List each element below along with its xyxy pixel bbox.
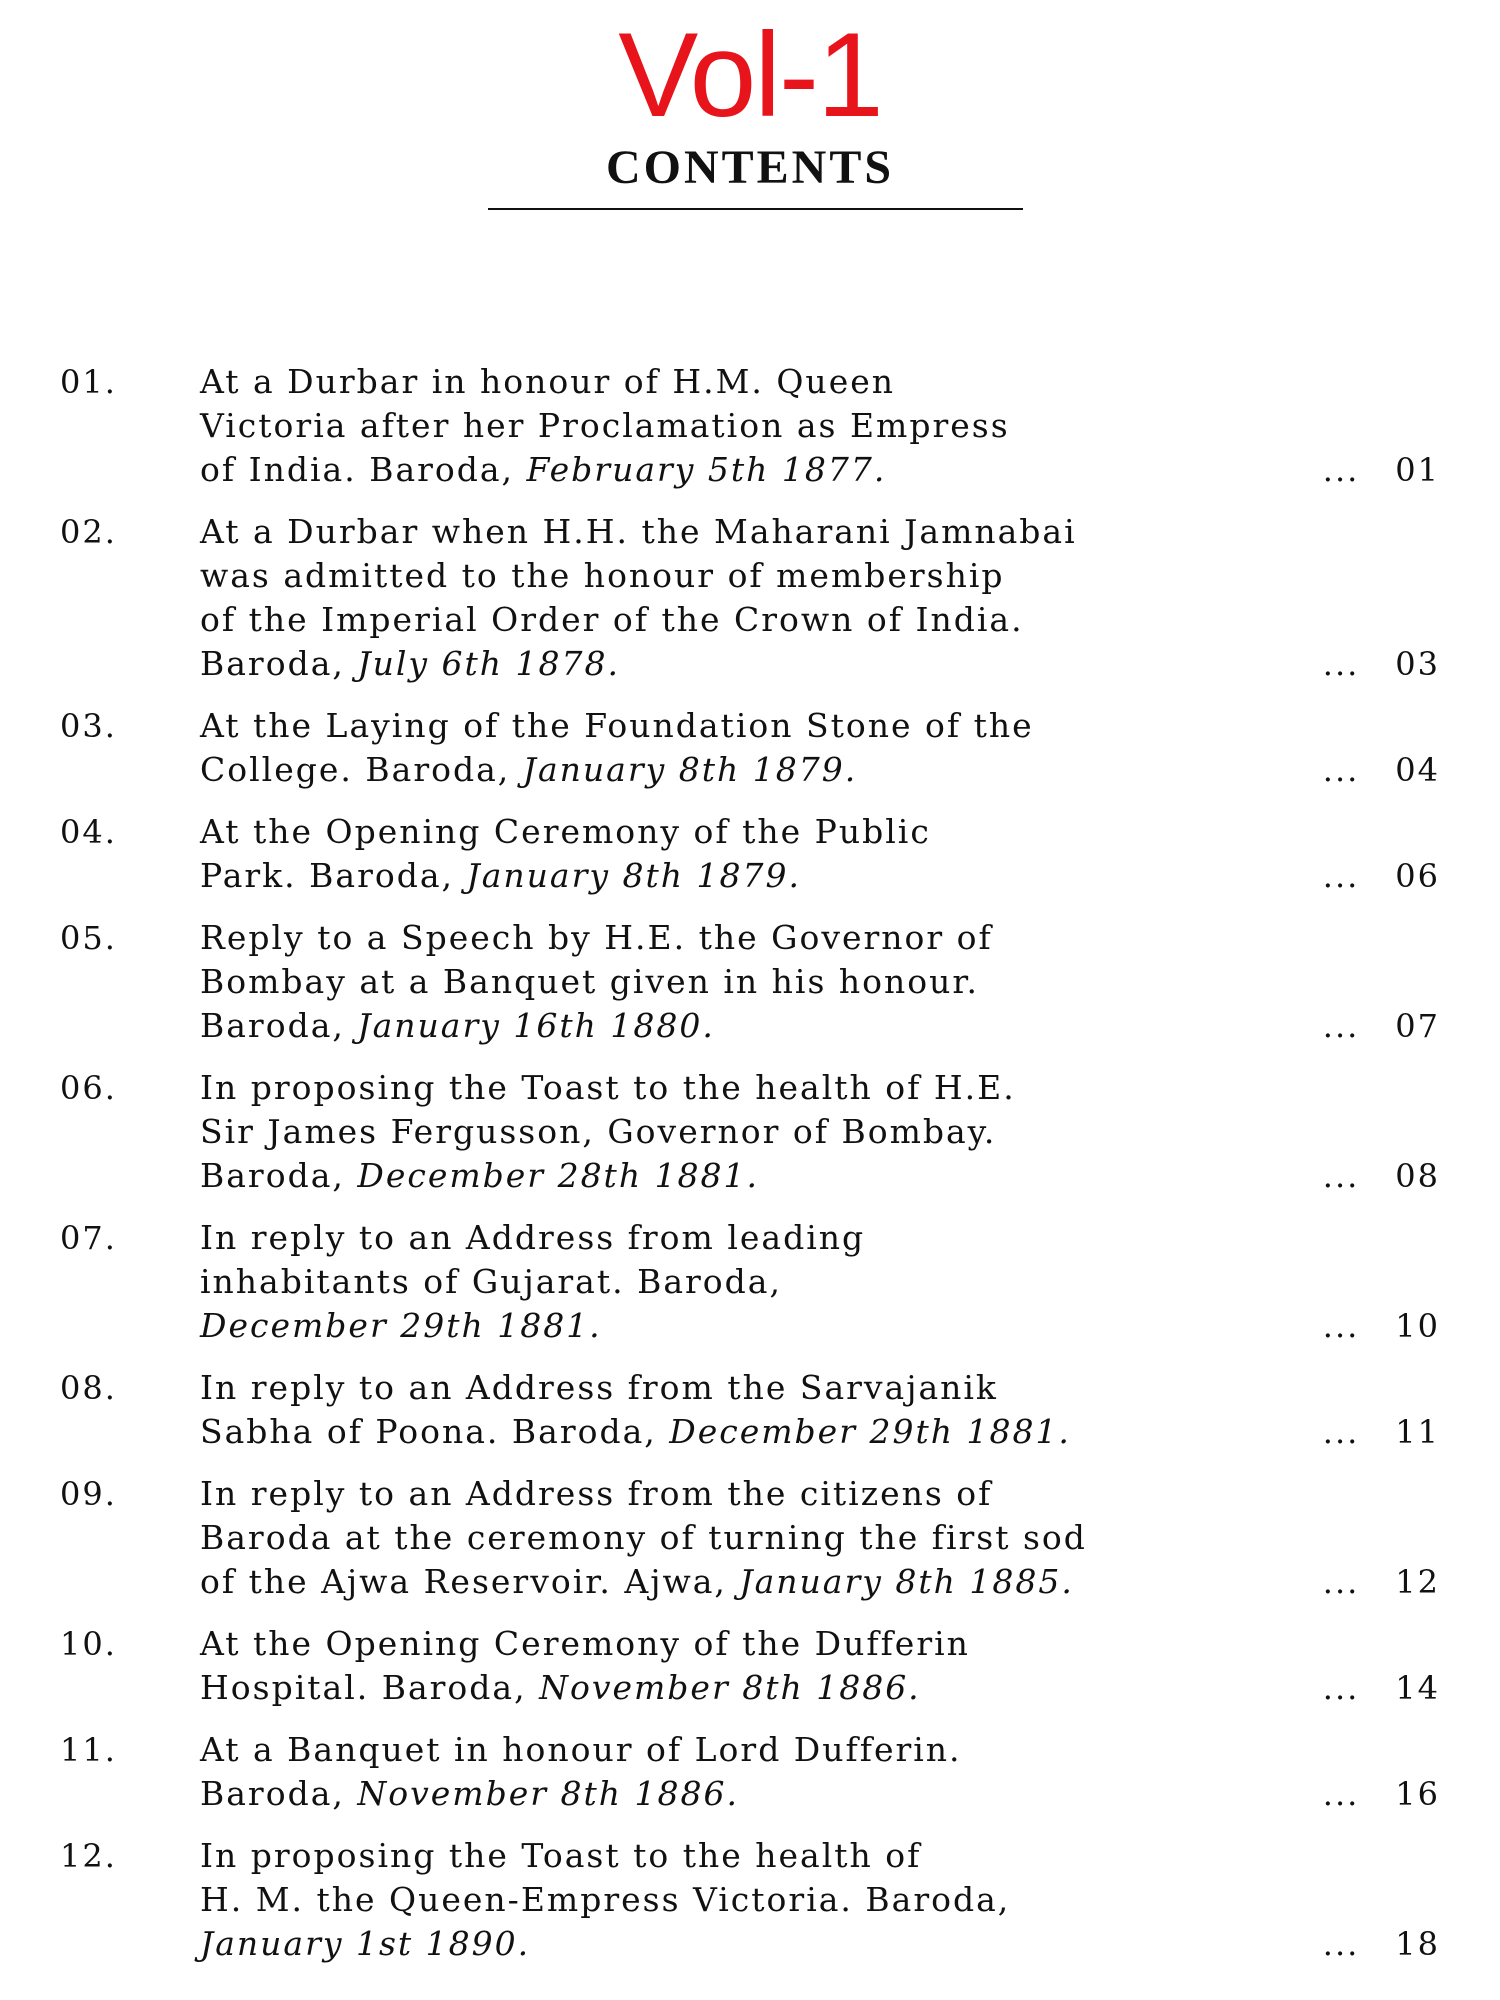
entry-date: January 8th 1885. — [739, 1562, 1074, 1601]
page-number: 16 — [1395, 1775, 1440, 1813]
entry-title-text: Bombay at a Banquet given in his honour. — [200, 962, 980, 1001]
entry-title-text: Baroda, — [200, 1774, 358, 1813]
entry-title-text: College. Baroda, — [200, 750, 523, 789]
entry-number: 04. — [60, 813, 117, 851]
entry-title-line — [200, 448, 1290, 492]
toc-entry[interactable] — [0, 510, 1500, 686]
page-number: 03 — [1395, 645, 1440, 683]
entry-title-text: In reply to an Address from the Sarvajanik — [200, 1368, 998, 1407]
leader-dots: ... — [1322, 1413, 1360, 1451]
leader-dots: ... — [1322, 751, 1360, 789]
entry-title — [200, 360, 1290, 492]
page-number: 11 — [1395, 1413, 1440, 1451]
page-number: 07 — [1395, 1007, 1440, 1045]
page-number: 01 — [1395, 451, 1440, 489]
entry-title-text: In proposing the Toast to the health of H.E. — [200, 1068, 1016, 1107]
entry-title-line — [200, 404, 1290, 448]
entry-title-line — [200, 1110, 1290, 1154]
volume-label: Vol-1 — [618, 8, 882, 142]
toc-entry[interactable] — [0, 1834, 1500, 1966]
page-number: 18 — [1395, 1925, 1440, 1963]
entry-title — [200, 1834, 1290, 1966]
entry-title-text: At the Opening Ceremony of the Dufferin — [200, 1624, 970, 1663]
leader-dots: ... — [1322, 857, 1360, 895]
entry-page-ref — [1323, 1922, 1440, 1966]
toc-entry[interactable] — [0, 360, 1500, 492]
entry-title-text: Victoria after her Proclamation as Empress — [200, 406, 1010, 445]
entry-title-line — [200, 1834, 1290, 1878]
entry-page-ref — [1323, 1772, 1440, 1816]
entry-title-line — [200, 1922, 1290, 1966]
entry-title-line — [200, 1878, 1290, 1922]
toc-entry[interactable] — [0, 1366, 1500, 1454]
toc-entry[interactable] — [0, 916, 1500, 1048]
leader-dots: ... — [1322, 451, 1360, 489]
entry-title — [200, 810, 1290, 898]
entry-title-text: was admitted to the honour of membership — [200, 556, 1005, 595]
entry-title-line — [200, 1472, 1290, 1516]
entry-page-ref — [1323, 1410, 1440, 1454]
entry-page-ref — [1323, 748, 1440, 792]
entry-number: 02. — [60, 513, 117, 551]
page-number: 04 — [1395, 751, 1440, 789]
toc-entry[interactable] — [0, 1622, 1500, 1710]
entry-title-text: of the Ajwa Reservoir. Ajwa, — [200, 1562, 740, 1601]
entry-page-ref — [1323, 448, 1440, 492]
entry-number: 06. — [60, 1069, 117, 1107]
toc-entry[interactable] — [0, 1728, 1500, 1816]
entry-title-line — [200, 554, 1290, 598]
entry-number: 08. — [60, 1369, 117, 1407]
entry-title — [200, 916, 1290, 1048]
entry-number: 07. — [60, 1219, 117, 1257]
entry-title-text: At the Opening Ceremony of the Public — [200, 812, 931, 851]
entry-number: 09. — [60, 1475, 117, 1513]
entry-number: 05. — [60, 919, 117, 957]
entry-number: 03. — [60, 707, 117, 745]
entry-date: January 8th 1879. — [522, 750, 858, 789]
page-number: 12 — [1395, 1563, 1440, 1601]
entry-title — [200, 1066, 1290, 1198]
toc-entry[interactable] — [0, 1066, 1500, 1198]
leader-dots: ... — [1322, 1669, 1360, 1707]
entry-title-line — [200, 1516, 1290, 1560]
entry-title-text: inhabitants of Gujarat. Baroda, — [200, 1262, 782, 1301]
entry-number: 10. — [60, 1625, 117, 1663]
title-underline — [488, 208, 1023, 210]
entry-title — [200, 1728, 1290, 1816]
entry-title-line — [200, 1066, 1290, 1110]
entry-title-line — [200, 854, 1290, 898]
entry-page-ref — [1323, 1560, 1440, 1604]
entry-page-ref — [1323, 854, 1440, 898]
entry-title-line — [200, 1304, 1290, 1348]
entry-number: 01. — [60, 363, 117, 401]
entry-title-line — [200, 360, 1290, 404]
entry-title-text: At a Banquet in honour of Lord Dufferin. — [200, 1730, 962, 1769]
entry-date: November 8th 1886. — [539, 1668, 921, 1707]
entry-title-text: Park. Baroda, — [200, 856, 467, 895]
entry-title — [200, 1472, 1290, 1604]
entry-title — [200, 704, 1290, 792]
page-title: CONTENTS — [605, 141, 895, 194]
entry-title-text: At the Laying of the Foundation Stone of the — [200, 706, 1034, 745]
entry-date: January 1st 1890. — [200, 1924, 531, 1963]
entry-title-line — [200, 1004, 1290, 1048]
entry-title-text: At a Durbar in honour of H.M. Queen — [200, 362, 896, 401]
entry-title-line — [200, 510, 1290, 554]
entry-title — [200, 1216, 1290, 1348]
entry-title-line — [200, 748, 1290, 792]
leader-dots: ... — [1322, 1775, 1360, 1813]
entry-title-text: In proposing the Toast to the health of — [200, 1836, 922, 1875]
entry-title — [200, 510, 1290, 686]
entry-title-line — [200, 1622, 1290, 1666]
entry-title-text: Sabha of Poona. Baroda, — [200, 1412, 670, 1451]
leader-dots: ... — [1322, 1925, 1360, 1963]
entry-page-ref — [1323, 1304, 1440, 1348]
entry-title-text: At a Durbar when H.H. the Maharani Jamnabai — [200, 512, 1077, 551]
entry-title-line — [200, 1366, 1290, 1410]
page-number: 06 — [1395, 857, 1440, 895]
entry-date: January 16th 1880. — [357, 1006, 715, 1045]
entry-title-text: Baroda, — [200, 644, 358, 683]
entry-number: 11. — [60, 1731, 117, 1769]
entry-title-line — [200, 810, 1290, 854]
leader-dots: ... — [1322, 1307, 1360, 1345]
entry-page-ref — [1323, 1004, 1440, 1048]
entry-title-text: Hospital. Baroda, — [200, 1668, 540, 1707]
entry-title-line — [200, 642, 1290, 686]
entry-title-text: Sir James Fergusson, Governor of Bombay. — [200, 1112, 997, 1151]
entry-date: November 8th 1886. — [357, 1774, 739, 1813]
entry-title — [200, 1366, 1290, 1454]
entry-page-ref — [1323, 1154, 1440, 1198]
entry-page-ref — [1323, 1666, 1440, 1710]
toc-entry[interactable] — [0, 1216, 1500, 1348]
page-number: 08 — [1395, 1157, 1440, 1195]
entry-title-line — [200, 960, 1290, 1004]
entry-date: January 8th 1879. — [466, 856, 801, 895]
entry-page-ref — [1323, 642, 1440, 686]
entry-title-line — [200, 1560, 1290, 1604]
entry-title-text: of India. Baroda, — [200, 450, 527, 489]
entry-title-text: Reply to a Speech by H.E. the Governor of — [200, 918, 993, 957]
entry-title-text: of the Imperial Order of the Crown of India. — [200, 600, 1024, 639]
entry-number: 12. — [60, 1837, 117, 1875]
entry-title-line — [200, 704, 1290, 748]
entry-title-line — [200, 1216, 1290, 1260]
table-of-contents — [0, 360, 1500, 1984]
entry-title-text: H. M. the Queen-Empress Victoria. Baroda, — [200, 1880, 1011, 1919]
entry-title-line — [200, 1154, 1290, 1198]
leader-dots: ... — [1322, 1563, 1360, 1601]
leader-dots: ... — [1322, 1157, 1360, 1195]
entry-title-line — [200, 1410, 1290, 1454]
entry-title — [200, 1622, 1290, 1710]
entry-title-text: Baroda, — [200, 1156, 358, 1195]
entry-title-line — [200, 1260, 1290, 1304]
entry-date: December 29th 1881. — [669, 1412, 1071, 1451]
entry-title-text: Baroda at the ceremony of turning the first sod — [200, 1518, 1087, 1557]
entry-date: July 6th 1878. — [357, 644, 621, 683]
entry-title-line — [200, 916, 1290, 960]
entry-title-line — [200, 598, 1290, 642]
page-number: 14 — [1395, 1669, 1440, 1707]
entry-title-text: In reply to an Address from the citizens of — [200, 1474, 993, 1513]
entry-title-line — [200, 1772, 1290, 1816]
entry-title-line — [200, 1666, 1290, 1710]
toc-entry[interactable] — [0, 704, 1500, 792]
leader-dots: ... — [1322, 645, 1360, 683]
toc-entry[interactable] — [0, 810, 1500, 898]
entry-title-line — [200, 1728, 1290, 1772]
toc-entry[interactable] — [0, 1472, 1500, 1604]
entry-title-text: In reply to an Address from leading — [200, 1218, 866, 1257]
entry-title-text: Baroda, — [200, 1006, 358, 1045]
leader-dots: ... — [1322, 1007, 1360, 1045]
entry-date: December 29th 1881. — [200, 1306, 602, 1345]
entry-date: December 28th 1881. — [357, 1156, 760, 1195]
page-number: 10 — [1395, 1307, 1440, 1345]
entry-date: February 5th 1877. — [526, 450, 887, 489]
